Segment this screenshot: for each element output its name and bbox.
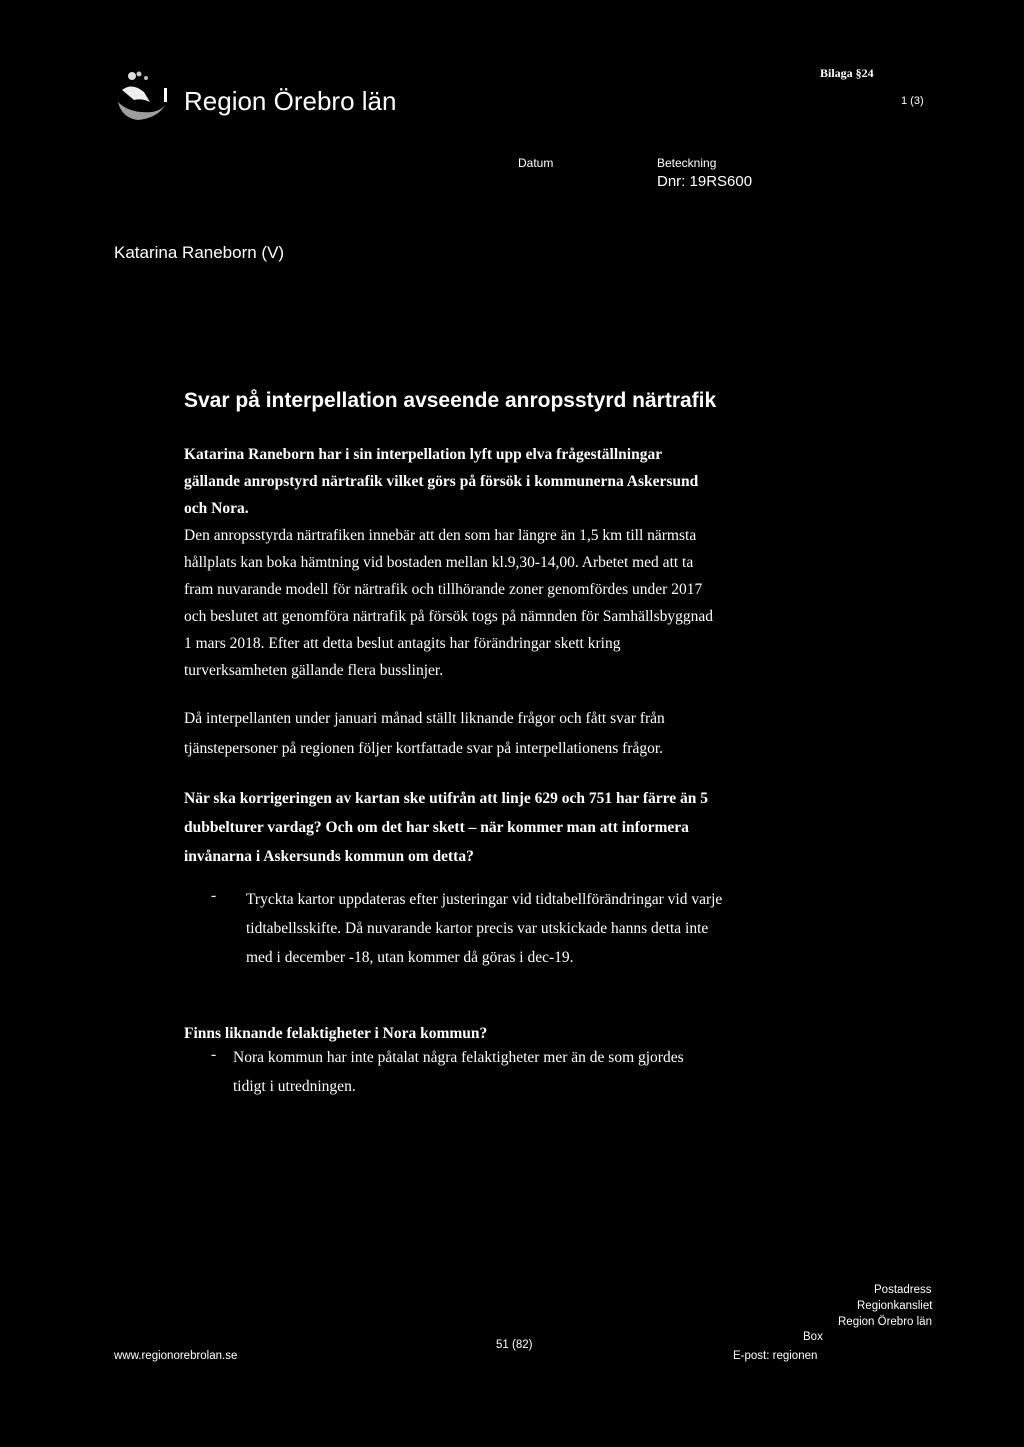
question-line: dubbelturer vardag? Och om det har skett – när kommer man att informera [184, 819, 689, 836]
question-line: invånarna i Askersunds kommun om detta? [184, 848, 474, 865]
intro-line: Katarina Raneborn har i sin interpellation lyft upp elva frågeställningar [184, 446, 663, 463]
footer-postal-label: Postadress [874, 1284, 932, 1296]
intro-line: och beslutet att genomföra närtrafik på försök togs på nämnden för Samhällsbyggnad [184, 608, 714, 625]
footer-page-number: 51 (82) [496, 1339, 533, 1351]
answer-line: Nora kommun har inte påtalat några felaktigheter mer än de som gjordes [233, 1049, 684, 1066]
organization-name: Region Örebro län [184, 86, 397, 116]
document-title: Svar på interpellation avseende anropsstyrd närtrafik [184, 389, 717, 412]
intro-line: Den anropsstyrda närtrafiken innebär att den som har längre än 1,5 km till närmsta [184, 527, 697, 544]
question-1 [184, 784, 824, 871]
answer-line: med i december -18, utan kommer då göras i dec-19. [246, 949, 574, 966]
intro-line: och Nora. [184, 500, 249, 517]
reference-number: Dnr: 19RS600 [657, 173, 753, 190]
answer-2 [233, 1043, 813, 1101]
recipient: Katarina Raneborn (V) [114, 243, 285, 262]
context-paragraph [184, 704, 824, 764]
attachment-label: Bilaga §24 [820, 66, 874, 80]
intro-line: hållplats kan boka hämtning vid bostaden mellan kl.9,30-14,00. Arbetet med att ta [184, 554, 694, 571]
footer-email: E-post: regionen [733, 1350, 818, 1362]
answer-1-dash: - [211, 887, 217, 904]
answer-line: tidtabellsskifte. Då nuvarande kartor precis var utskickade hanns detta inte [246, 920, 709, 937]
answer-line: Tryckta kartor uppdateras efter justeringar vid tidtabellförändringar vid varje [246, 891, 723, 908]
footer-website: www.regionorebrolan.se [114, 1350, 238, 1362]
footer-office: Regionkansliet [857, 1300, 933, 1312]
question-2: Finns liknande felaktigheter i Nora kommun? [184, 1025, 488, 1042]
paragraph-line: Då interpellanten under januari månad ställt liknande frågor och fått svar från [184, 710, 665, 727]
answer-2-dash: - [211, 1046, 217, 1063]
reference-label: Beteckning [657, 156, 717, 170]
answer-line: tidigt i utredningen. [233, 1078, 356, 1095]
intro-line: 1 mars 2018. Efter att detta beslut antagits har förändringar skett kring [184, 635, 621, 652]
footer-org: Region Örebro län [838, 1316, 932, 1328]
footer-box: Box [803, 1331, 823, 1343]
intro-line: gällande anropstyrd närtrafik vilket görs på försök i kommunerna Askersund [184, 473, 699, 490]
date-label: Datum [518, 156, 554, 170]
page-count: 1 (3) [901, 95, 924, 107]
paragraph-line: tjänstepersoner på regionen följer kortfattade svar på interpellationens frågor. [184, 740, 664, 757]
intro-line: turverksamheten gällande flera busslinjer. [184, 662, 444, 679]
answer-1 [246, 885, 826, 972]
intro-line: fram nuvarande modell för närtrafik och tillhörande zoner genomfördes under 2017 [184, 581, 703, 598]
question-line: När ska korrigeringen av kartan ske utifrån att linje 629 och 751 har färre än 5 [184, 790, 708, 807]
intro-paragraph [184, 441, 824, 684]
region-logo-icon [112, 68, 172, 124]
